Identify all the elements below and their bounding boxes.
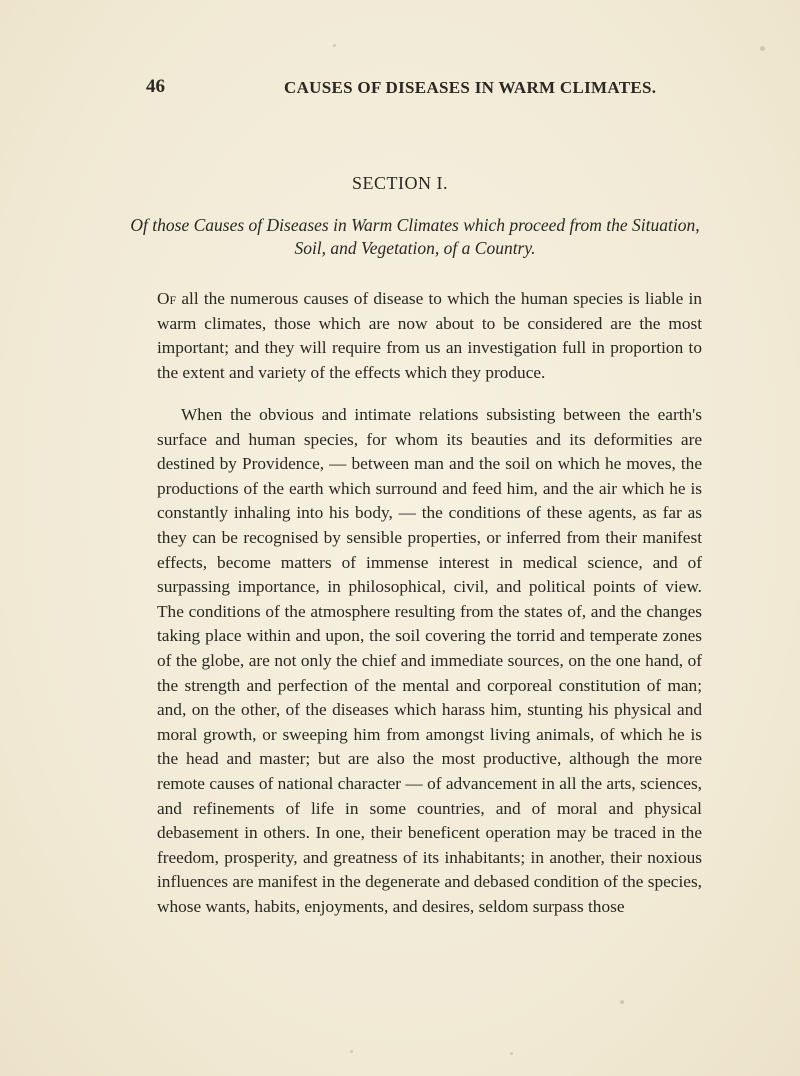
paper-speck [350,1050,353,1053]
paragraph-1-lead: Of [157,289,177,308]
section-heading: SECTION I. [352,173,448,193]
paper-speck [760,46,765,51]
paragraph-1 [157,287,702,385]
paper-speck [510,1052,513,1055]
paragraph-2-text: When the obvious and intimate relations subsisting between the earth's surface and human species, for whom its beauties and its deformities are destined by Providence, — between man and the soil on which he moves, the productions of the earth which surround and feed him, and the air which he is constantly inhaling into his body, — the conditions of these agents, as far as they can be recognised by sensible properties, or inferred from their manifest effects, become matters of immense interest in medical science, and of surpassing importance, in philosophical, civil, and political points of view. The conditions of the atmosphere resulting from the states of, and the changes taking place within and upon, the soil covering the torrid and temperate zones of the globe, are not only the chief and immediate sources, on the one hand, of the strength and perfection of the mental and corporeal constitution of man; and, on the other, of the diseases which harass him, stunting his physical and moral growth, or sweeping him from amongst living animals, of which he is the head and master; but are also the most productive, although the more remote causes of national character — of advancement in all the arts, sciences, and refinements of life in some countries, and of moral and physical debasement in others. In one, their beneficent operation may be traced in the freedom, prosperity, and greatness of its inhabitants; in another, their noxious influences are manifest in the degenerate and debased condition of the species, whose wants, habits, enjoyments, and desires, seldom surpass those [157,405,702,916]
section-subtitle [130,214,700,260]
running-title: CAUSES OF DISEASES IN WARM CLIMATES. [284,78,657,97]
paper-speck [620,1000,624,1004]
paper-speck [333,44,336,47]
running-head [0,76,800,102]
subtitle-line-2: Soil, and Vegetation, of a Country. [294,238,536,258]
page-number: 46 [146,76,165,97]
paragraph-1-text: all the numerous causes of disease to which the human species is liable in warm climates, those which are now about to be considered are the most important; and they will require from us an investigation full in proportion to the extent and variety of the effects which they produce. [157,289,702,382]
paragraph-2 [157,403,702,919]
subtitle-line-1: Of those Causes of Diseases in Warm Climates which proceed from the Situation, [130,215,700,235]
